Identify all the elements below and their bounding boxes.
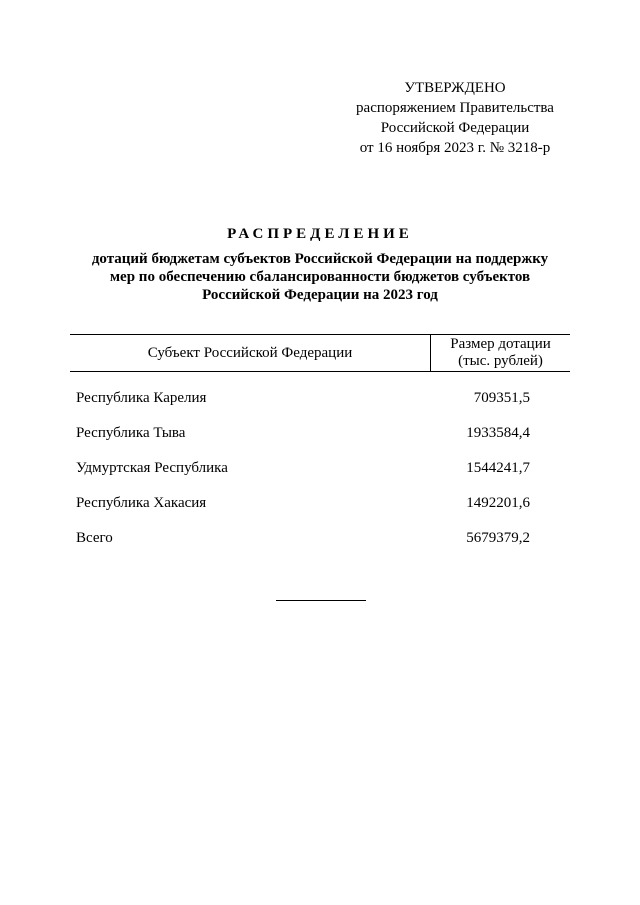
table-body xyxy=(70,386,570,561)
row-subject: Республика Тыва xyxy=(76,425,186,441)
document-subtitle xyxy=(70,250,570,304)
closing-divider xyxy=(276,600,366,601)
approval-heading: УТВЕРЖДЕНО xyxy=(404,80,506,96)
table-row xyxy=(70,456,570,491)
row-amount: 1492201,6 xyxy=(466,495,530,511)
row-amount: 709351,5 xyxy=(473,390,530,406)
row-subject: Республика Карелия xyxy=(76,390,207,406)
column-header-amount-line-2: (тыс. рублей) xyxy=(458,353,543,369)
column-header-amount xyxy=(431,335,570,371)
approval-authority: распоряжением Правительства xyxy=(356,100,554,116)
column-header-amount-line-1: Размер дотации xyxy=(450,336,551,352)
row-subject: Удмуртская Республика xyxy=(76,460,228,476)
column-header-subject: Субъект Российской Федерации xyxy=(70,335,431,371)
row-subject: Всего xyxy=(76,530,113,546)
table-row xyxy=(70,386,570,421)
table-row xyxy=(70,421,570,456)
table-row xyxy=(70,491,570,526)
table-row-total xyxy=(70,526,570,561)
approval-federation: Российской Федерации xyxy=(380,120,530,136)
table-header xyxy=(70,334,570,372)
row-subject: Республика Хакасия xyxy=(76,495,207,511)
approval-date-number: от 16 ноября 2023 г. № 3218-р xyxy=(359,140,551,156)
subtitle-line-1: дотаций бюджетам субъектов Российской Федерации на поддержку xyxy=(91,251,549,267)
row-amount: 1933584,4 xyxy=(466,425,530,441)
row-amount: 1544241,7 xyxy=(466,460,530,476)
document-title: РАСПРЕДЕЛЕНИЕ xyxy=(227,226,413,242)
row-amount: 5679379,2 xyxy=(466,530,530,546)
approval-stamp xyxy=(340,78,570,158)
subtitle-line-2: мер по обеспечению сбалансированности бюджетов субъектов xyxy=(109,269,531,285)
subtitle-line-3: Российской Федерации на 2023 год xyxy=(202,287,438,303)
